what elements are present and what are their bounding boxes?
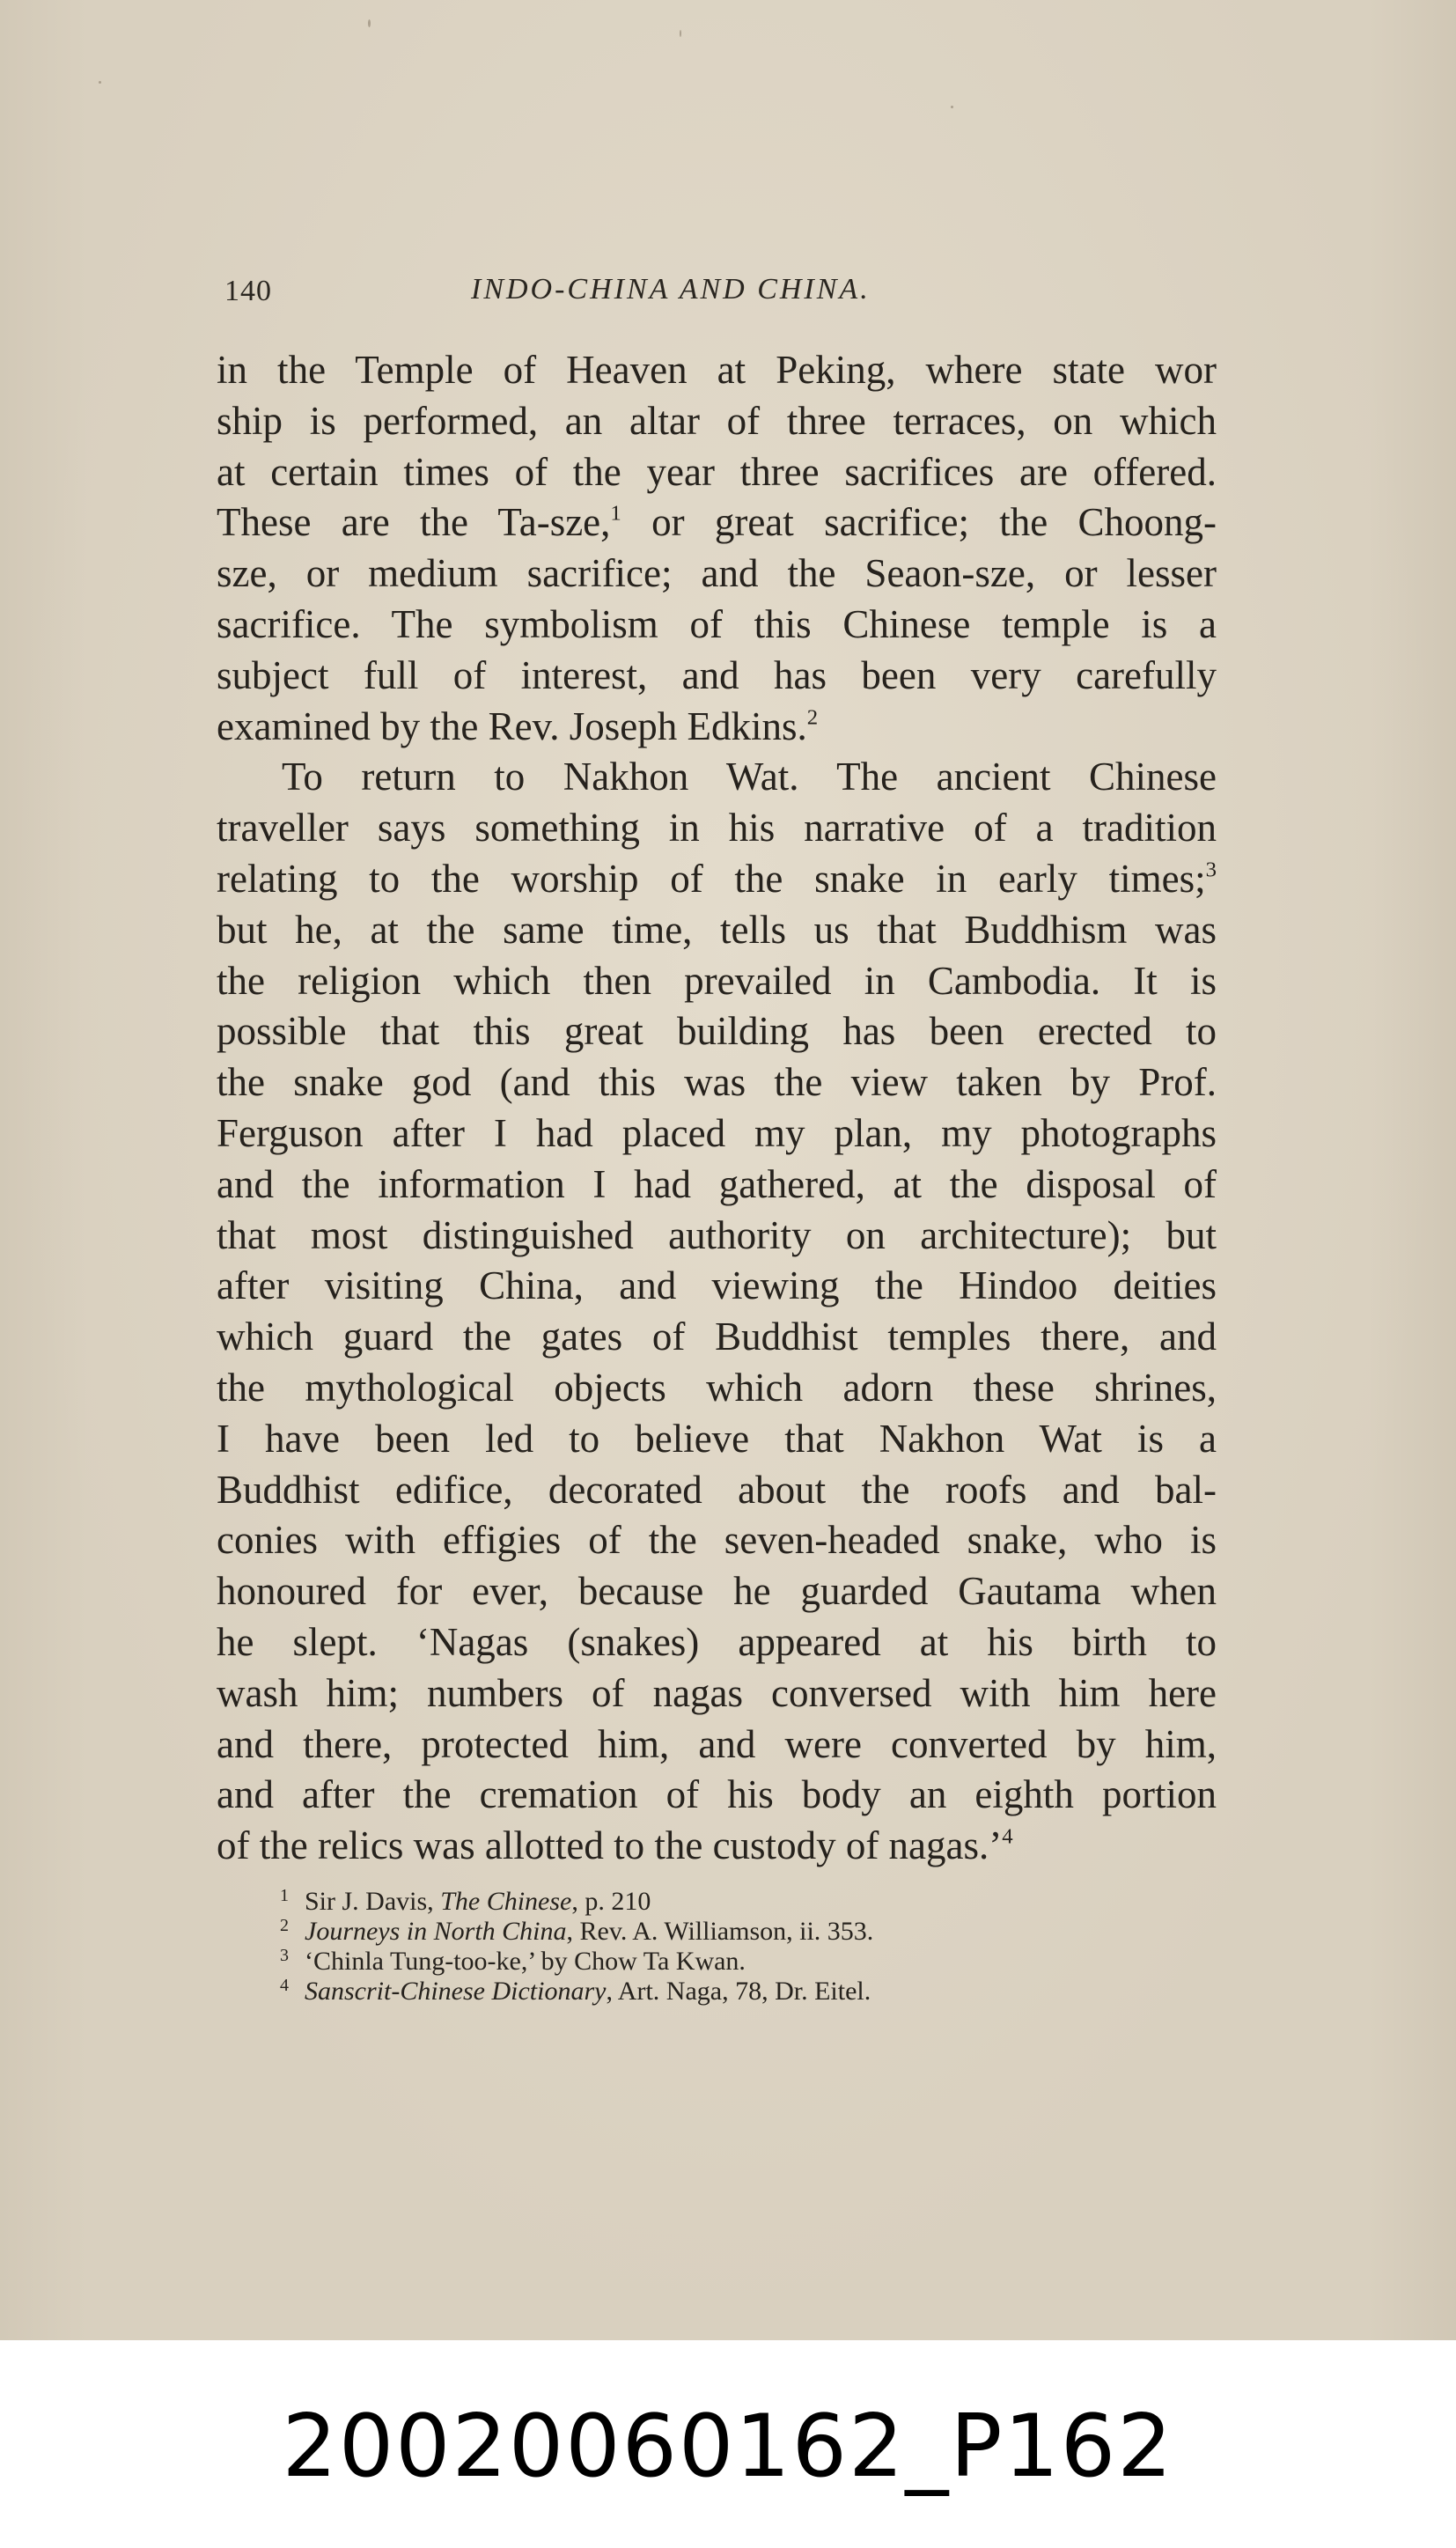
footnote-marker: 3 bbox=[280, 1946, 289, 1965]
text-run: honoured for ever, because he guarded Gautama when bbox=[217, 1569, 1217, 1614]
text-line bbox=[217, 1108, 1217, 1160]
text-line bbox=[217, 651, 1217, 702]
text-run: I have been led to believe that Nakhon Wat is a bbox=[217, 1416, 1217, 1461]
footnote-text: , Rev. A. Williamson, ii. 353. bbox=[566, 1917, 874, 1946]
text-run: wash him; numbers of nagas conversed with him here bbox=[217, 1670, 1217, 1715]
footnotes bbox=[280, 1881, 1072, 2006]
footnote-reference: 2 bbox=[806, 705, 819, 730]
text-run: which guard the gates of Buddhist temples there, and bbox=[217, 1315, 1217, 1359]
text-run: of the relics was allotted to the custody of nagas.’ bbox=[217, 1823, 1003, 1868]
text-run: and after the cremation of his body an eighth portion bbox=[217, 1772, 1217, 1817]
footnote-text: Sir J. Davis, bbox=[305, 1887, 441, 1916]
text-run: or great sacrifice; the Choong- bbox=[621, 500, 1217, 545]
text-line bbox=[217, 1566, 1217, 1617]
text-run: relating to the worship of the snake in early times; bbox=[217, 856, 1206, 901]
text-run: traveller says something in his narrative of a tradition bbox=[217, 806, 1217, 851]
text-line bbox=[217, 752, 1217, 803]
text-run: the religion which then prevailed in Cambodia. It is bbox=[217, 958, 1217, 1003]
text-run: sacrifice. The symbolism of this Chinese temple is a bbox=[217, 601, 1217, 646]
text-run: These are the Ta-sze, bbox=[217, 500, 611, 545]
text-run: To return to Nakhon Wat. The ancient Chinese bbox=[282, 755, 1217, 799]
text-line bbox=[217, 345, 1217, 396]
text-run: the mythological objects which adorn these shrines, bbox=[217, 1365, 1217, 1410]
text-line bbox=[217, 1211, 1217, 1262]
paper-speck bbox=[951, 106, 953, 108]
text-line bbox=[217, 905, 1217, 956]
text-run: at certain times of the year three sacrifices are offered. bbox=[217, 449, 1217, 494]
text-line bbox=[217, 1057, 1217, 1108]
text-run: and the information I had gathered, at the disposal of bbox=[217, 1161, 1217, 1206]
footnote-text: , Art. Naga, 78, Dr. Eitel. bbox=[606, 1977, 871, 2006]
paper-speck bbox=[368, 19, 371, 27]
footnote bbox=[280, 1881, 1072, 1916]
text-run: in the Temple of Heaven at Peking, where state wor bbox=[217, 348, 1217, 392]
image-label-bar bbox=[0, 2340, 1456, 2548]
text-line bbox=[217, 1160, 1217, 1211]
footnote-title: Sanscrit-Chinese Dictionary bbox=[305, 1977, 607, 2006]
text-line bbox=[217, 447, 1217, 498]
footnote-text: , p. 210 bbox=[571, 1887, 651, 1916]
text-line bbox=[217, 1515, 1217, 1566]
text-line bbox=[217, 854, 1217, 905]
text-line bbox=[217, 600, 1217, 651]
text-run: Buddhist edifice, decorated about the roofs and bal- bbox=[217, 1467, 1217, 1512]
text-run: subject full of interest, and has been very carefully bbox=[217, 652, 1217, 697]
footnote-marker: 4 bbox=[280, 1976, 289, 1995]
text-run: Ferguson after I had placed my plan, my photographs bbox=[217, 1110, 1217, 1155]
text-run: after visiting China, and viewing the Hindoo deities bbox=[217, 1263, 1217, 1308]
body-text bbox=[217, 345, 1217, 1872]
footnote-marker: 2 bbox=[280, 1916, 289, 1935]
text-line bbox=[217, 497, 1217, 549]
text-run: he slept. ‘Nagas (snakes) appeared at his birth to bbox=[217, 1619, 1217, 1664]
text-line bbox=[217, 549, 1217, 600]
text-line bbox=[217, 803, 1217, 854]
text-run: the snake god (and this was the view taken by Prof. bbox=[217, 1060, 1217, 1105]
footnote-marker: 1 bbox=[280, 1886, 289, 1905]
footnote bbox=[280, 1970, 1072, 2006]
text-line bbox=[217, 1363, 1217, 1414]
text-line bbox=[217, 1261, 1217, 1312]
text-line bbox=[217, 1617, 1217, 1668]
text-line bbox=[217, 1720, 1217, 1771]
text-run: examined by the Rev. Joseph Edkins. bbox=[217, 703, 807, 748]
text-line bbox=[217, 1770, 1217, 1821]
text-run: conies with effigies of the seven-headed snake, who is bbox=[217, 1518, 1217, 1563]
text-line bbox=[217, 1668, 1217, 1720]
paper-speck bbox=[680, 30, 681, 37]
text-run: that most distinguished authority on architecture); but bbox=[217, 1212, 1217, 1257]
footnote-reference: 4 bbox=[1002, 1824, 1013, 1849]
footnote-reference: 3 bbox=[1205, 858, 1217, 882]
text-line bbox=[217, 702, 1217, 753]
running-title: INDO-CHINA AND CHINA. bbox=[471, 273, 871, 306]
footnote-title: The Chinese bbox=[440, 1887, 572, 1916]
footnote bbox=[280, 1940, 1072, 1976]
footnote-text: ‘Chinla Tung-too-ke,’ by Chow Ta Kwan. bbox=[305, 1947, 746, 1976]
running-head bbox=[224, 264, 999, 317]
footnote bbox=[280, 1911, 1072, 1946]
footnote-title: Journeys in North China bbox=[305, 1917, 567, 1946]
text-line bbox=[217, 956, 1217, 1007]
text-run: and there, protected him, and were converted by him, bbox=[217, 1721, 1217, 1766]
text-line bbox=[217, 1414, 1217, 1465]
paper-speck bbox=[99, 81, 101, 84]
text-line bbox=[217, 1312, 1217, 1363]
page-number: 140 bbox=[224, 275, 272, 307]
text-run: sze, or medium sacrifice; and the Seaon-sze, or lesser bbox=[217, 551, 1217, 596]
text-line bbox=[217, 1821, 1217, 1872]
footnote-reference: 1 bbox=[610, 502, 621, 527]
text-line bbox=[217, 396, 1217, 447]
text-run: possible that this great building has been erected to bbox=[217, 1009, 1217, 1054]
text-run: ship is performed, an altar of three terraces, on which bbox=[217, 398, 1217, 443]
text-line bbox=[217, 1006, 1217, 1057]
text-run: but he, at the same time, tells us that Buddhism was bbox=[217, 907, 1217, 952]
image-label: 20020060162_P162 bbox=[282, 2397, 1174, 2497]
text-line bbox=[217, 1465, 1217, 1516]
